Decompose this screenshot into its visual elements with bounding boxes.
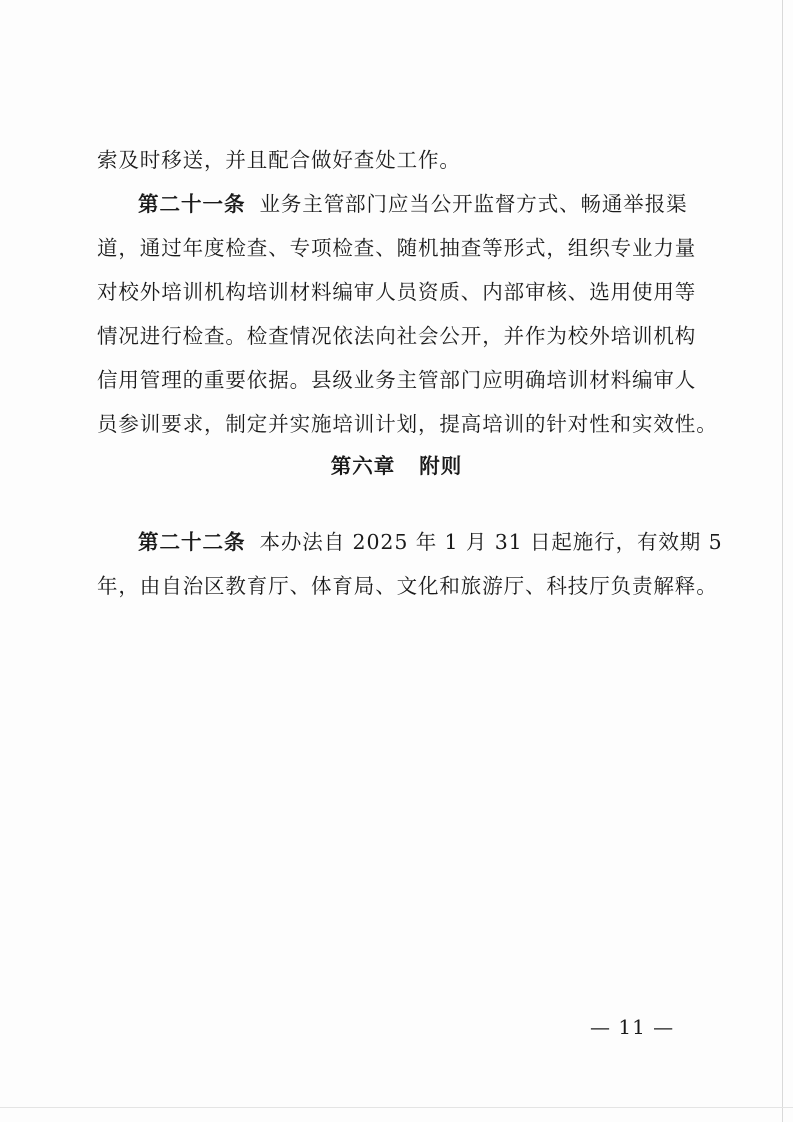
page-edge-bottom: [0, 1107, 793, 1108]
text-line-4: 对校外培训机构培训材料编审人员资质、内部审核、选用使用等: [97, 280, 697, 304]
text-line-3: 道，通过年度检查、专项检查、随机抽查等形式，组织专业力量: [97, 236, 697, 260]
article-21-first-line: [138, 190, 698, 218]
text-line-7: 员参训要求，制定并实施培训计划，提高培训的针对性和实效性。: [97, 412, 718, 436]
chapter-number: 第六章: [330, 454, 396, 478]
text-line-9: 年，由自治区教育厅、体育局、文化和旅游厅、科技厅负责解释。: [97, 574, 718, 598]
article-22-text: 本办法自 2025 年 1 月 31 日起施行，有效期 5: [259, 530, 723, 554]
article-21-number: 第二十一条: [138, 192, 246, 216]
article-21-text: 业务主管部门应当公开监督方式、畅通举报渠: [259, 192, 688, 216]
text-line-1: 索及时移送，并且配合做好查处工作。: [97, 148, 461, 172]
page-number: — 11 —: [590, 1015, 675, 1039]
chapter-heading: [0, 452, 793, 480]
chapter-title: 附则: [419, 454, 463, 478]
page-edge-right: [782, 0, 783, 1122]
article-22-number: 第二十二条: [138, 530, 246, 554]
text-line-6: 信用管理的重要依据。县级业务主管部门应明确培训材料编审人: [97, 368, 697, 392]
text-line-5: 情况进行检查。检查情况依法向社会公开，并作为校外培训机构: [97, 324, 697, 348]
article-22-first-line: [138, 528, 723, 556]
